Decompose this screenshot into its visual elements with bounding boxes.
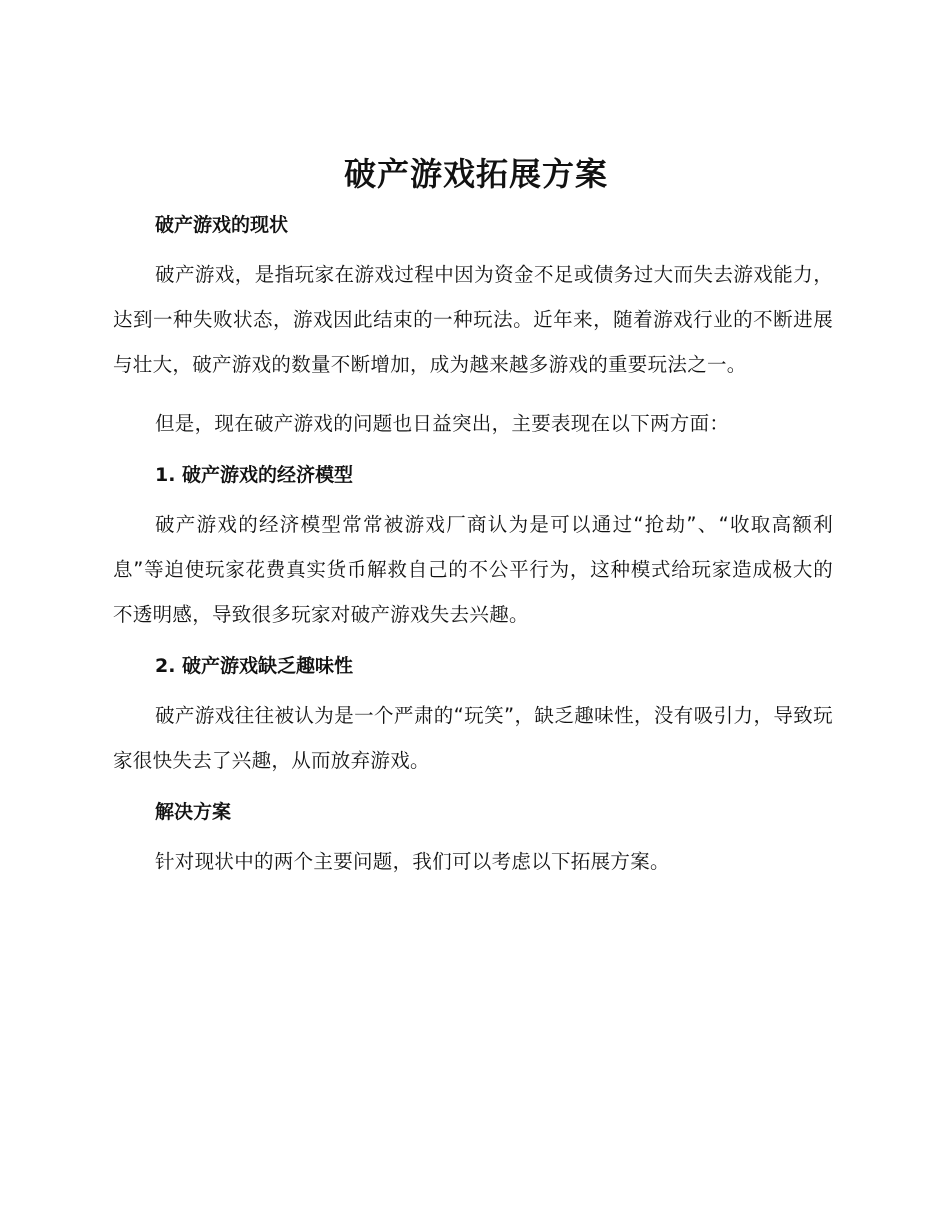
paragraph-economic-model: 破产游戏的经济模型常常被游戏厂商认为是可以通过“抢劫”、“收取高额利息”等迫使玩家花费真实货币解救自己的不公平行为，这种模式给玩家造成极大的不透明感，导致很多玩家对破产游戏失去兴趣。: [113, 513, 833, 626]
paragraph-solution: 针对现状中的两个主要问题，我们可以考虑以下拓展方案。: [155, 850, 670, 873]
section-heading-status: 破产游戏的现状: [155, 214, 289, 236]
section-heading-solution: 解决方案: [155, 801, 232, 823]
document-title: 破产游戏拓展方案: [343, 155, 608, 193]
paragraph-lack-of-fun: 破产游戏往往被认为是一个严肃的“玩笑”，缺乏趣味性，没有吸引力，导致玩家很快失去了兴趣，从而放弃游戏。: [113, 704, 833, 772]
section-heading-lack-of-fun: 2. 破产游戏缺乏趣味性: [155, 655, 354, 677]
section-heading-economic-model: 1. 破产游戏的经济模型: [155, 464, 354, 486]
document-page: [113, 150, 833, 884]
paragraph-problems-intro: 但是，现在破产游戏的问题也日益突出，主要表现在以下两方面：: [155, 412, 730, 435]
paragraph-definition: 破产游戏，是指玩家在游戏过程中因为资金不足或债务过大而失去游戏能力，达到一种失败状态，游戏因此结束的一种玩法。近年来，随着游戏行业的不断进展与壮大，破产游戏的数量不断增加，成为越来越多游戏的重要玩法之一。: [113, 263, 833, 376]
